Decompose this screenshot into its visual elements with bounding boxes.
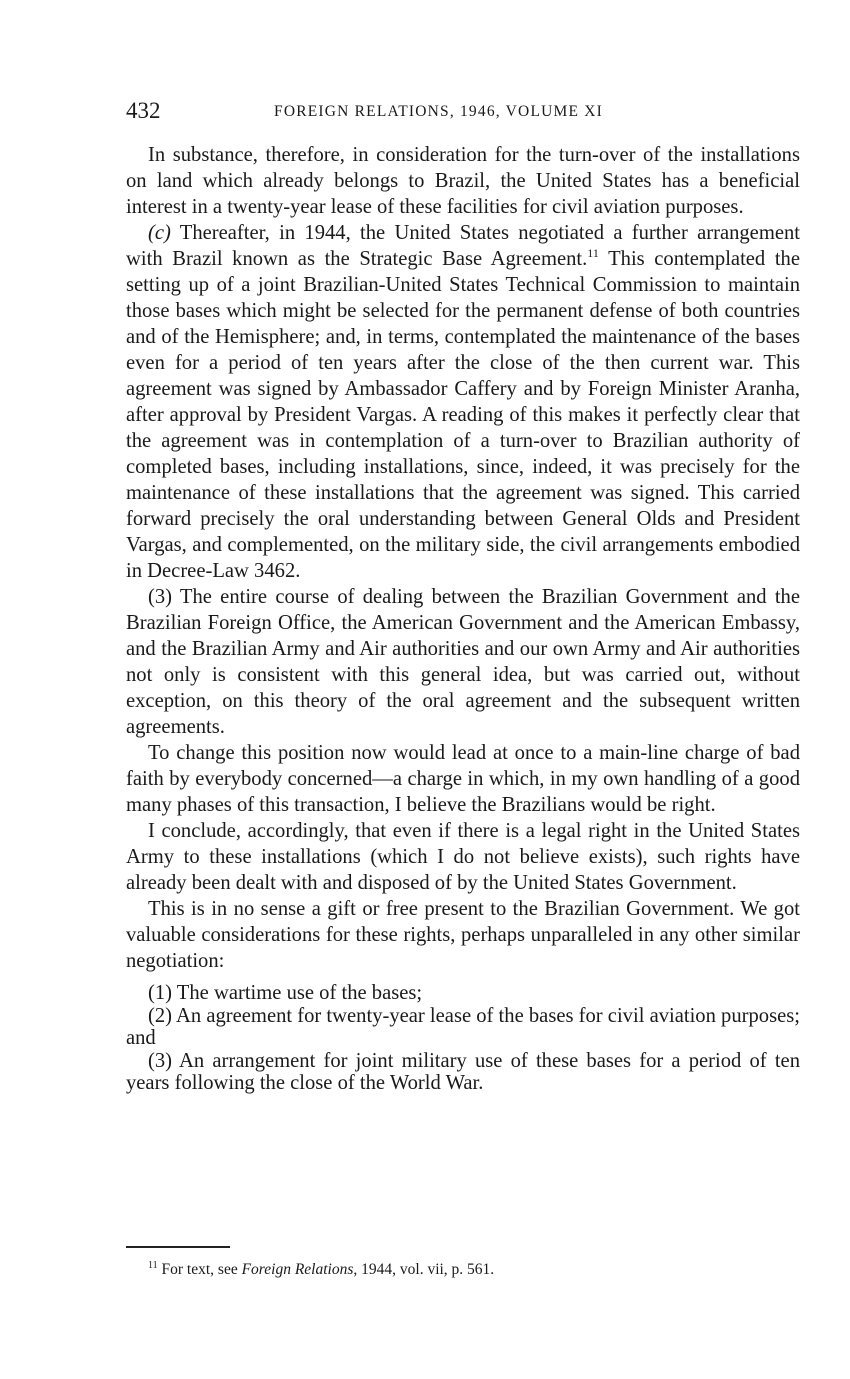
footnote-divider xyxy=(126,1246,230,1248)
paragraph-3: (3) The entire course of dealing between the Brazilian Government and the Brazilian Foreign Office, the American Government and the American Embassy, and the Brazilian Army and Air authorities and our own Army and Air authorities not only is consistent with this general idea, but was carried out, without exception, on this theory of the oral agreement and the subsequent written agreements. xyxy=(126,586,800,738)
list-item: (2) An agreement for twenty-year lease of the bases for civil aviation purposes; and xyxy=(126,1004,800,1049)
list-item: (3) An arrangement for joint military use of these bases for a period of ten years following the close of the World War. xyxy=(126,1049,800,1094)
running-title: FOREIGN RELATIONS, 1946, VOLUME XI xyxy=(274,103,603,120)
paragraph-2-part1: Thereafter, in 1944, the United States negotiated a further arrangement with Brazil known as the Strategic Base Agreement. xyxy=(126,222,800,270)
paragraph-1: In substance, therefore, in consideration for the turn-over of the installations on land which already belongs to Brazil, the United States has a beneficial interest in a twenty-year lease of these facilities for civil aviation purposes. xyxy=(126,144,800,218)
footnote-lead: For text, see xyxy=(157,1261,242,1278)
footnote xyxy=(148,1261,494,1279)
paragraph-6: This is in no sense a gift or free present to the Brazilian Government. We got valuable considerations for these rights, perhaps unparalleled in any other similar negotiation: xyxy=(126,898,800,972)
footnote-tail: , 1944, vol. vii, p. 561. xyxy=(353,1261,495,1278)
page-number: 432 xyxy=(126,98,161,123)
paragraph-2-marker: (c) xyxy=(148,222,171,244)
paragraph-4: To change this position now would lead at once to a main-line charge of bad faith by everybody concerned—a charge in which, in my own handling of a good many phases of this transaction, I believe the Brazilians would be right. xyxy=(126,742,800,816)
footnote-reference: 11 xyxy=(587,246,599,261)
considerations-list xyxy=(126,982,800,1095)
body-text xyxy=(126,142,800,1095)
running-head xyxy=(126,98,800,128)
paragraph-5: I conclude, accordingly, that even if there is a legal right in the United States Army to these installations (which I do not believe exists), such rights have already been dealt with and disposed of by the United States Government. xyxy=(126,820,800,894)
list-item: (1) The wartime use of the bases; xyxy=(148,982,423,1004)
paragraph-2 xyxy=(126,220,800,584)
footnote-source-title: Foreign Relations xyxy=(241,1261,354,1278)
paragraph-2-part2: This contemplated the setting up of a joint Brazilian-United States Technical Commission to maintain those bases which might be selected for the permanent defense of both countries and of the Hemisphere; and, in terms, contemplated the maintenance of the bases even for a period of ten years after the close of the then current war. This agreement was signed by Ambassador Caffery and by Foreign Minister Aranha, after approval by President Vargas. A reading of this makes it perfectly clear that the agreement was in contemplation of a turn-over to Brazilian authority of completed bases, including installations, since, indeed, it was precisely for the maintenance of these installations that the agreement was signed. This carried forward precisely the oral understanding between General Olds and President Vargas, and complemented, on the military side, the civil arrangements embodied in Decree-Law 3462. xyxy=(126,248,800,582)
footnote-number: 11 xyxy=(148,1259,158,1271)
